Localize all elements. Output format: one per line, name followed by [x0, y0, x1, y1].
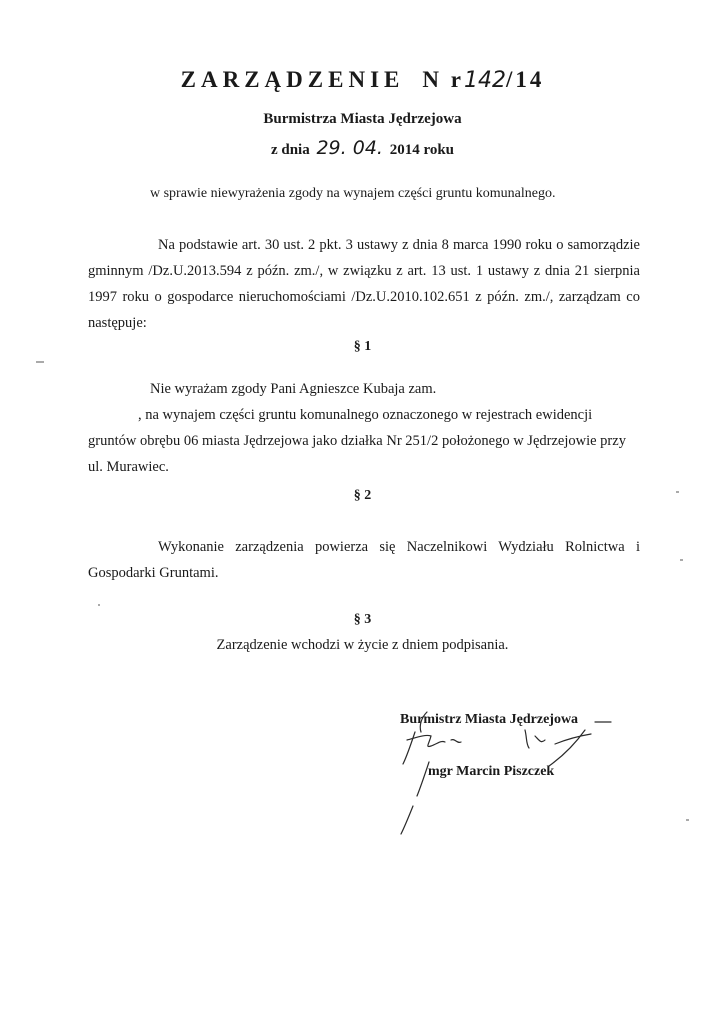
legal-basis-line: 1997 roku o gospodarce nieruchomościami /Dz.U.2010.102.651 z późn. zm./, zarządzam co: [88, 289, 640, 305]
section-2-line: Wykonanie zarządzenia powierza się Naczelnikowi Wydziału Rolnictwa: [158, 539, 625, 555]
date-suffix: 2014 roku: [389, 142, 455, 158]
issuer-line: Burmistrza Miasta Jędrzejowa: [263, 111, 462, 127]
section-2-line: i Gospodarki Gruntami.: [88, 539, 640, 581]
section-2-label: § 2: [353, 488, 372, 503]
section-1-line: Nie wyrażam zgody Pani Agnieszce Kubaja zam.: [150, 381, 437, 397]
section-1-line: ul. Murawiec.: [88, 459, 169, 475]
number-suffix: /14: [505, 67, 545, 92]
section-1-line: gruntów obrębu 06 miasta Jędrzejowa jako działka Nr 251/2 położonego w Jędrzejowie przy: [88, 433, 626, 449]
section-1-line: , na wynajem części gruntu komunalnego oznaczonego w rejestrach ewidencji: [138, 407, 593, 423]
section-3-label: § 3: [353, 612, 372, 627]
title-text: ZARZĄDZENIE: [180, 67, 405, 92]
handwritten-number: 142: [463, 68, 506, 93]
handwritten-date: 29. 04.: [316, 137, 383, 159]
section-3-text: Zarządzenie wchodzi w życie z dniem podpisania.: [216, 637, 509, 653]
legal-basis-line: Na podstawie art. 30 ust. 2 pkt. 3 ustawy z dnia 8 marca 1990 roku o samorządzie: [158, 237, 640, 253]
legal-basis-line: następuje:: [88, 315, 147, 331]
section-1-label: § 1: [353, 339, 372, 354]
date-prefix: z dnia: [270, 142, 310, 158]
number-prefix: N r: [422, 67, 464, 92]
signatory-title: Burmistrz Miasta Jędrzejowa: [400, 712, 579, 727]
subject-line: w sprawie niewyrażenia zgody na wynajem części gruntu komunalnego.: [150, 186, 556, 201]
legal-basis-line: gminnym /Dz.U.2013.594 z późn. zm./, w związku z art. 13 ust. 1 ustawy z dnia 21 sierpnia: [88, 263, 640, 279]
signatory-name: mgr Marcin Piszczek: [428, 764, 555, 779]
